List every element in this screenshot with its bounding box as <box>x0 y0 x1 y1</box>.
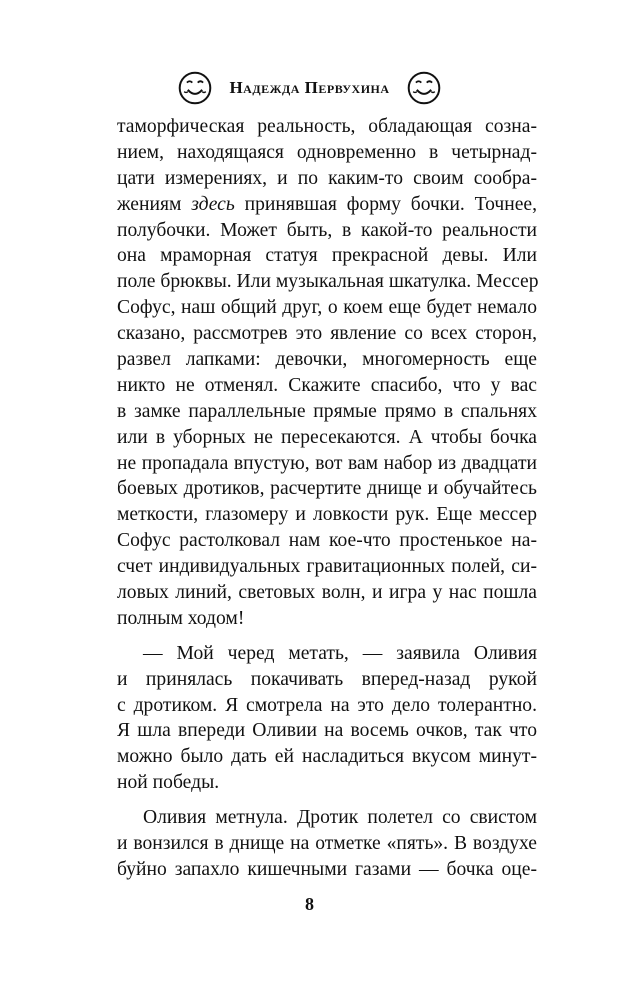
text-line: сказано, рассмотрев это явление со всех сторон, <box>117 323 537 345</box>
text-line: или в уборных не пересекаются. А чтобы бочка <box>117 426 537 448</box>
text-line: полным ходом! <box>117 607 245 629</box>
author-name: Надежда Первухина <box>229 78 390 97</box>
text-line: полубочки. Может быть, в какой-то реальности <box>117 219 537 241</box>
smiley-face-icon <box>406 70 442 106</box>
text-line: можно было дать ей насладиться вкусом минут- <box>117 746 537 768</box>
text-line: счет индивидуальных гравитационных полей, си- <box>117 556 537 578</box>
page-number: 8 <box>305 894 314 914</box>
text-line: и вонзился в днище на отметке «пять». В воздухе <box>117 833 537 855</box>
text-line: Я шла впереди Оливии на восемь очков, так что <box>117 720 537 742</box>
text-line: Оливия метнула. Дротик полетел со свистом <box>143 807 537 829</box>
text-line: буйно запахло кишечными газами — бочка оце- <box>117 858 537 880</box>
text-line: не пропадала впустую, вот вам набор из двадцати <box>117 452 537 474</box>
text-line: никто не отменял. Скажите спасибо, что у вас <box>117 374 537 396</box>
text-line: поле брюквы. Или музыкальная шкатулка. Мессер <box>117 271 539 293</box>
text-line: ловых линий, световых волн, и игра у нас пошла <box>117 582 537 604</box>
running-header <box>0 68 619 108</box>
paragraph-gap <box>117 632 537 641</box>
text-line: боевых дротиков, расчертите днище и обучайтесь <box>117 478 537 500</box>
text-line: — Мой черед метать, — заявила Оливия <box>143 642 537 664</box>
text-line: Софус, наш общий друг, о коем еще будет немало <box>117 297 537 319</box>
text-line: она мраморная статуя прекрасной девы. Или <box>117 245 537 267</box>
italic-word: здесь <box>191 193 235 215</box>
paragraph-gap <box>117 796 537 805</box>
text-line: нием, находящаяся одновременно в четырнад- <box>117 141 537 163</box>
text-line: ной победы. <box>117 772 220 794</box>
smiley-face-icon <box>177 70 213 106</box>
paragraph <box>117 114 537 632</box>
text-line <box>117 192 537 218</box>
text-line: Софус растолковал нам кое-что простенькое на- <box>117 530 537 552</box>
text-line: с дротиком. Я смотрела на это дело толерантно. <box>117 694 537 716</box>
paragraph <box>117 805 537 883</box>
paragraph <box>117 641 537 796</box>
text-segment: принявшая форму бочки. Точнее, <box>234 193 537 215</box>
text-line: таморфическая реальность, обладающая созна- <box>117 116 537 137</box>
text-line: цати измерениях, и по каким-то своим сообра- <box>117 167 537 189</box>
text-line: в замке параллельные прямые прямо в спальнях <box>117 400 537 422</box>
text-line: меткости, глазомеру и ловкости рук. Еще мессер <box>117 504 537 526</box>
body-text <box>117 114 537 883</box>
text-line: развел лапками: девочки, многомерность еще <box>117 349 537 371</box>
text-segment: жениям <box>117 193 192 215</box>
text-line: и принялась покачивать вперед-назад рукой <box>117 668 537 690</box>
